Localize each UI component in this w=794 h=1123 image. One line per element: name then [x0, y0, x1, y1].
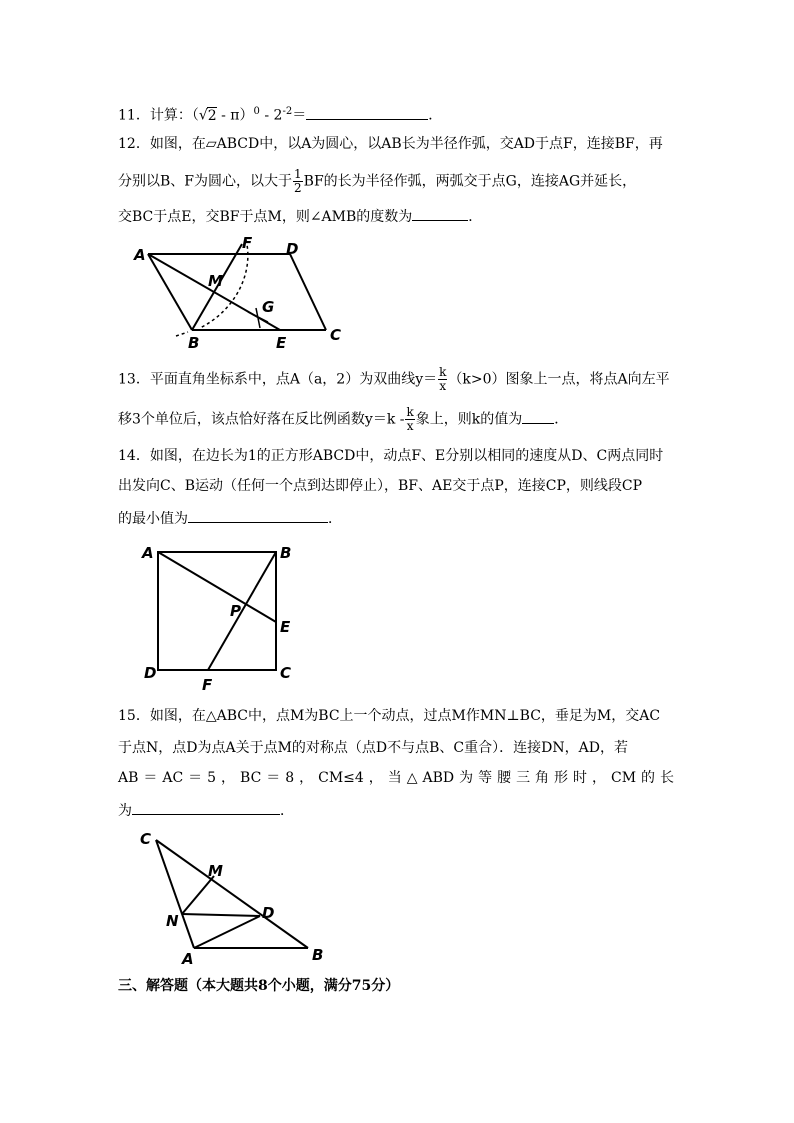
- q11-line: [118, 102, 442, 126]
- arc-tick-b: [176, 332, 188, 336]
- q13-fraction-2: [405, 406, 414, 433]
- q11-answer-blank[interactable]: [306, 105, 428, 120]
- section-3-heading: 三、解答题（本大题共8个小题，满分75分）: [118, 978, 400, 994]
- q14-answer-blank[interactable]: [188, 508, 328, 523]
- label-b: B: [312, 946, 324, 964]
- side-cb: [156, 840, 308, 948]
- fraction-denominator: x: [439, 379, 447, 393]
- q11-equals: ＝: [292, 107, 307, 124]
- q15-number: 15．: [118, 708, 150, 724]
- q11-lead: 计算：（: [149, 107, 199, 124]
- q12-end: ．: [468, 209, 483, 225]
- segment-nd: [182, 914, 260, 916]
- q14-end: ．: [328, 511, 342, 527]
- q15-line-2: [118, 738, 628, 758]
- q12-fraction: [293, 168, 303, 195]
- label-a: A: [142, 544, 154, 562]
- segment-ae: [158, 552, 276, 622]
- label-n: N: [166, 912, 179, 930]
- q13-text-1a: 平面直角坐标系中，点A（a，2）为双曲线y＝: [149, 371, 438, 388]
- q12-line-2: [118, 168, 636, 195]
- q14-line-1: [118, 446, 663, 466]
- sqrt-argument: 2: [207, 107, 217, 124]
- q15-end: ．: [280, 803, 294, 819]
- q14-text-2: 出发向C、B运动（任何一个点到达即停止），BF、AE交于点P，连接CP，则线段CP: [118, 478, 643, 494]
- fraction-numerator: k: [439, 365, 447, 379]
- segment-bf: [208, 552, 276, 670]
- q13-line-1: [118, 366, 670, 393]
- q13-text-1b: （k>0）图象上一点，将点A向左平: [448, 371, 670, 388]
- fraction-denominator: 2: [294, 181, 302, 195]
- q15-answer-blank[interactable]: [132, 800, 280, 815]
- label-a: A: [182, 950, 194, 968]
- sqrt-symbol: √: [198, 107, 208, 124]
- q15-text-1: 如图，在△ABC中，点M为BC上一个动点，过点M作MN⊥BC，垂足为M，交AC: [149, 708, 661, 724]
- q13-text-2a: 移3个单位后，该点恰好落在反比例函数y＝k -: [118, 411, 405, 428]
- label-e: E: [276, 334, 287, 352]
- label-e: E: [280, 618, 291, 636]
- q11-number: 11．: [118, 107, 150, 124]
- label-c: C: [280, 664, 292, 682]
- side-ca: [156, 840, 194, 948]
- q14-number: 14．: [118, 448, 150, 464]
- q11-mid: - π）: [216, 107, 254, 124]
- q11-end: ．: [428, 107, 443, 124]
- q15-text-2: 于点N，点D为点A关于点M的对称点（点D不与点B、C重合）．连接DN，AD，若: [118, 740, 628, 756]
- q14-text-3: 的最小值为: [118, 511, 188, 527]
- q13-fraction-1: [438, 366, 447, 393]
- edge-ab: [148, 254, 192, 330]
- label-c: C: [330, 326, 342, 344]
- label-d: D: [262, 904, 275, 922]
- q15-text-3: AB＝AC＝5，BC＝8，CM≤4，当△ABD为等腰三角形时，CM的长: [118, 770, 674, 786]
- q13-line-2: [118, 406, 568, 433]
- q15-line-1: [118, 706, 660, 726]
- q12-text-2a: 分别以B、F为圆心，以大于: [118, 173, 293, 190]
- label-d: D: [144, 664, 157, 682]
- q15-text-4: 为: [118, 803, 132, 819]
- q13-end: ．: [554, 411, 569, 428]
- q14-line-3: [118, 508, 342, 529]
- q11-minus: - 2: [259, 107, 283, 124]
- q12-text-2b: BF的长为半径作弧，两弧交于点G，连接AG并延长，: [303, 173, 637, 190]
- segment-ad: [194, 916, 260, 948]
- label-b: B: [188, 334, 200, 352]
- q14-text-1: 如图，在边长为1的正方形ABCD中，动点F、E分别以相同的速度从D、C两点同时: [149, 448, 664, 464]
- q12-text-1: 如图，在▱ABCD中，以A为圆心，以AB长为半径作弧，交AD于点F，连接BF，再: [149, 136, 663, 152]
- label-m: M: [208, 272, 223, 290]
- q11-exponent-neg2: -2: [282, 106, 293, 117]
- edge-dc: [290, 254, 326, 330]
- q15-triangle-figure: [136, 826, 332, 968]
- q12-number: 12．: [118, 136, 150, 152]
- q13-number: 13．: [118, 371, 150, 388]
- label-g: G: [262, 298, 275, 316]
- label-f: F: [202, 676, 213, 692]
- q12-answer-blank[interactable]: [412, 206, 468, 221]
- q12-line-1: [118, 134, 663, 154]
- q12-text-3: 交BC于点E，交BF于点M，则∠AMB的度数为: [118, 209, 413, 225]
- q14-line-2: [118, 476, 642, 496]
- q15-line-4: [118, 800, 294, 821]
- fraction-denominator: x: [406, 419, 414, 433]
- label-a: A: [134, 246, 146, 264]
- segment-mn: [182, 876, 214, 914]
- q11-exponent-0: 0: [253, 106, 260, 117]
- label-b: B: [280, 544, 292, 562]
- label-d: D: [286, 240, 299, 258]
- label-f: F: [242, 234, 253, 252]
- q15-line-3: [118, 768, 674, 788]
- q13-text-2b: 象上，则k的值为: [415, 411, 523, 428]
- q14-square-figure: [136, 540, 306, 692]
- q13-answer-blank[interactable]: [522, 409, 554, 424]
- fraction-numerator: k: [406, 405, 414, 419]
- q12-line-3: [118, 206, 482, 227]
- label-c: C: [140, 830, 152, 848]
- label-m: M: [208, 862, 223, 880]
- label-p: P: [230, 602, 241, 620]
- fraction-numerator: 1: [294, 167, 302, 181]
- q12-parallelogram-figure: [130, 232, 360, 360]
